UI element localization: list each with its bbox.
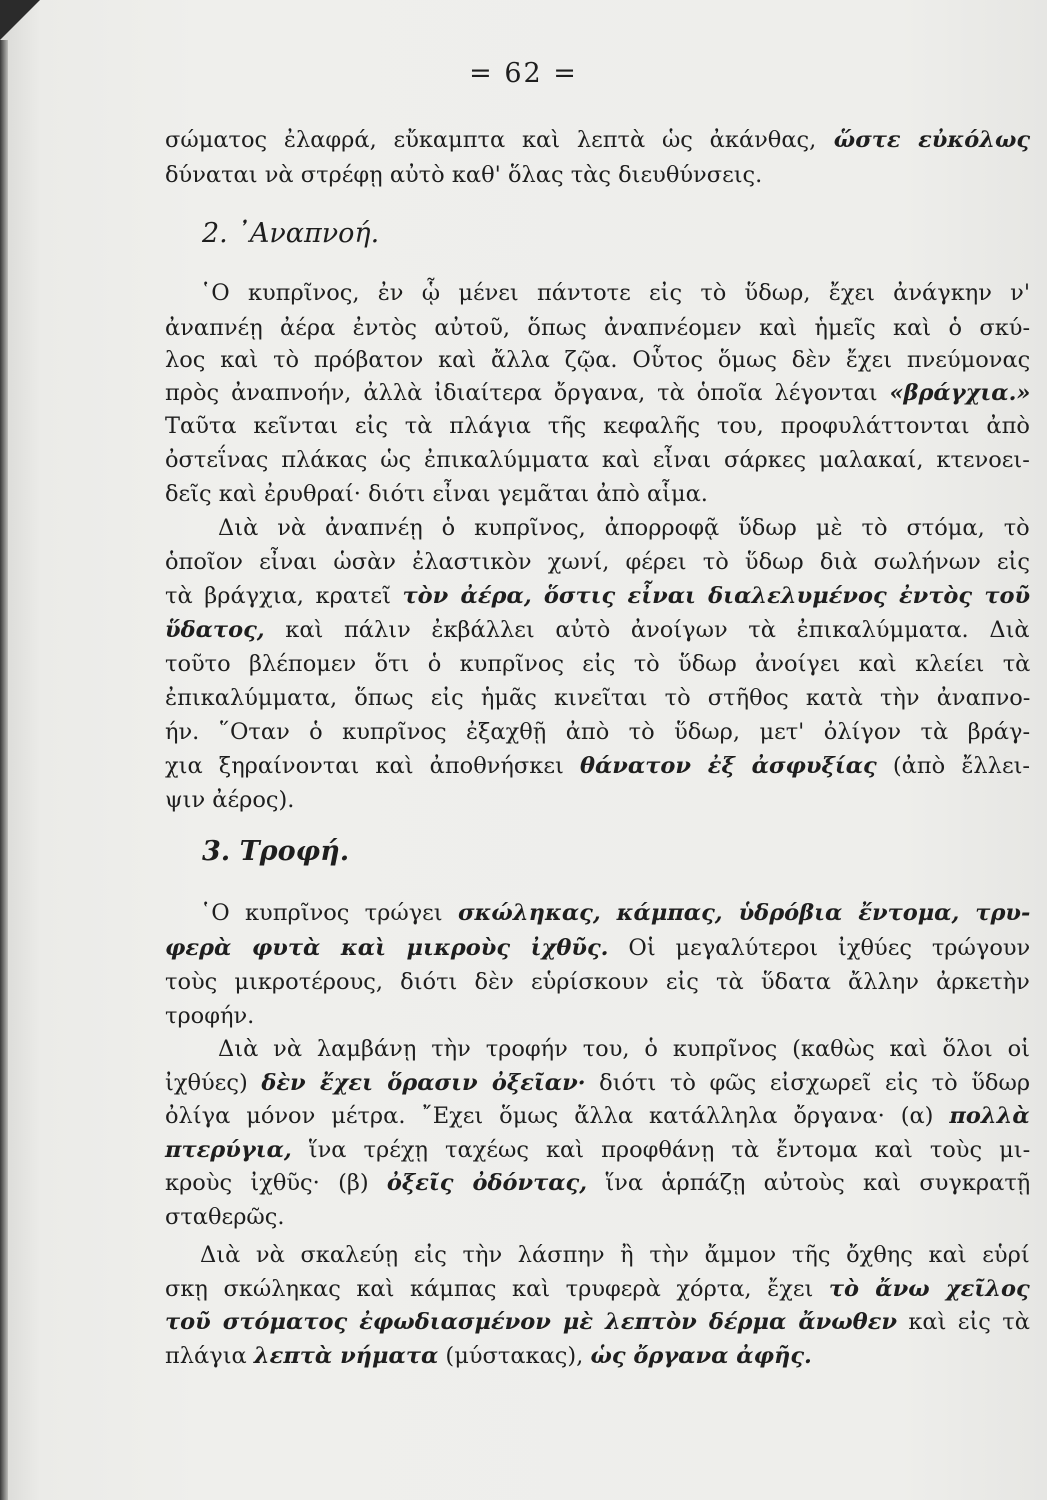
text-line	[165, 1307, 1030, 1337]
plain-text: ὁποῖον εἶναι ὡσὰν ἐλαστικὸν χωνί, φέρει τὸ ὕδωρ διὰ σωλήνων εἰς	[165, 549, 1030, 575]
plain-text: καὶ εἰς τὰ	[896, 1309, 1030, 1335]
text-line	[200, 1240, 1030, 1270]
plain-text: διότι τὸ φῶς εἰσχωρεῖ εἰς τὸ ὕδωρ	[585, 1070, 1031, 1096]
plain-text: Διὰ νὰ λαμβάνῃ τὴν τροφήν του, ὁ κυπρῖνος (καθὼς καὶ ὅλοι οἱ	[218, 1036, 1030, 1062]
text-line	[218, 1034, 1030, 1064]
text-line	[165, 967, 1030, 997]
emphasis-text: δὲν ἔχει ὅρασιν ὀξεῖαν·	[261, 1070, 586, 1096]
plain-text: δύναται νὰ στρέφῃ αὐτὸ καθ' ὅλας τὰς διευθύνσεις.	[165, 162, 763, 188]
plain-text: τοῦτο βλέπομεν ὅτι ὁ κυπρῖνος εἰς τὸ ὕδωρ ἀνοίγει καὶ κλείει τὰ	[165, 651, 1031, 677]
plain-text: (ἀπὸ ἔλλει-	[876, 753, 1031, 779]
text-line	[165, 411, 1030, 441]
text-line	[165, 615, 1030, 645]
text-line	[165, 933, 1030, 963]
plain-text: Ταῦτα κεῖνται εἰς τὰ πλάγια τῆς κεφαλῆς του, προφυλάττονται ἀπὸ	[165, 413, 1030, 439]
section-heading-food: 3. Τροφή.	[202, 836, 350, 867]
text-line	[200, 898, 1030, 928]
emphasis-text: ὕδατος,	[165, 617, 265, 643]
plain-text: πλάγια	[165, 1343, 254, 1369]
plain-text: ἐπικαλύμματα, ὅπως εἰς ἡμᾶς κινεῖται τὸ στῆθος κατὰ τὴν ἀναπνο-	[165, 685, 1031, 711]
emphasis-text: λεπτὰ νήματα	[253, 1343, 439, 1369]
emphasis-text: ὀξεῖς ὀδόντας,	[386, 1170, 588, 1196]
plain-text: ἵνα ἁρπάζῃ αὐτοὺς καὶ συγκρατῇ	[587, 1170, 1031, 1196]
plain-text: σταθερῶς.	[165, 1204, 285, 1230]
plain-text: τοὺς μικροτέρους, διότι δὲν εὑρίσκουν εἰς τὰ ὕδατα ἄλλην ἀρκετὴν	[165, 969, 1030, 995]
text-line	[165, 160, 762, 190]
text-line	[165, 1068, 1030, 1098]
plain-text: τὰ βράγχια, κρατεῖ	[165, 583, 403, 609]
plain-text: ῾Ο κυπρῖνος, ἐν ᾧ μένει πάντοτε εἰς τὸ ὕδωρ, ἔχει ἀνάγκην ν'	[200, 280, 1031, 306]
emphasis-text: πτερύγια,	[165, 1137, 292, 1163]
text-line	[165, 1341, 812, 1371]
plain-text: ῾Ο κυπρῖνος τρώγει	[200, 900, 458, 926]
plain-text: λος καὶ τὸ πρόβατον καὶ ἄλλα ζῷα. Οὗτος ὅμως δὲν ἔχει πνεύμονας	[165, 347, 1031, 373]
plain-text: ὀστεΐνας πλάκας ὡς ἐπικαλύμματα καὶ εἶναι σάρκες μαλακαί, κτενοει-	[165, 447, 1030, 473]
plain-text: Διὰ νὰ ἀναπνέῃ ὁ κυπρῖνος, ἀπορροφᾷ ὕδωρ μὲ τὸ στόμα, τὸ	[218, 515, 1030, 541]
plain-text: ἀναπνέῃ ἀέρα ἐντὸς αὐτοῦ, ὅπως ἀναπνέομεν καὶ ἡμεῖς καὶ ὁ σκύ-	[165, 315, 1031, 341]
text-line	[165, 1101, 1030, 1131]
text-line	[165, 785, 294, 815]
emphasis-text: θάνατον ἐξ ἀσφυξίας	[579, 753, 877, 779]
emphasis-text: τὸν ἀέρα, ὅστις εἶναι διαλελυμένος ἐντὸς τοῦ	[402, 583, 1031, 609]
text-line	[165, 1202, 285, 1232]
plain-text: σκῃ σκώληκας καὶ κάμπας καὶ τρυφερὰ χόρτα, ἔχει	[165, 1276, 829, 1302]
text-line	[165, 683, 1030, 713]
emphasis-text: τοῦ στόματος ἐφωδιασμένον μὲ λεπτὸν δέρμα ἄνωθεν	[165, 1309, 897, 1335]
text-line	[165, 345, 1030, 375]
text-line	[165, 479, 708, 509]
plain-text: ἰχθύες)	[165, 1070, 262, 1096]
plain-text: κροὺς ἰχθῦς· (β)	[165, 1170, 387, 1196]
emphasis-text: «βράγχια.»	[889, 380, 1031, 406]
plain-text: δεῖς καὶ ἐρυθραί· διότι εἶναι γεμᾶται ἀπὸ αἷμα.	[165, 481, 708, 507]
text-line	[165, 378, 1030, 408]
text-line	[200, 278, 1030, 308]
emphasis-text: φερὰ φυτὰ καὶ μικροὺς ἰχθῦς.	[165, 935, 609, 961]
plain-text: πρὸς ἀναπνοήν, ἀλλὰ ἰδιαίτερα ὄργανα, τὰ ὁποῖα λέγονται	[165, 380, 890, 406]
text-line	[165, 717, 1030, 747]
text-line	[165, 1001, 254, 1031]
emphasis-text: ὥστε εὐκόλως	[816, 127, 1031, 153]
text-line	[165, 547, 1030, 577]
text-line	[165, 649, 1030, 679]
plain-text: τροφήν.	[165, 1003, 255, 1029]
plain-text: καὶ πάλιν ἐκβάλλει αὐτὸ ἀνοίγων τὰ ἐπικαλύμματα. Διὰ	[264, 617, 1030, 643]
text-line	[165, 313, 1030, 343]
plain-text: ήν. ῞Οταν ὁ κυπρῖνος ἐξαχθῇ ἀπὸ τὸ ὕδωρ, μετ' ὀλίγον τὰ βράγ-	[165, 719, 1031, 745]
plain-text: Οἱ μεγαλύτεροι ἰχθύες τρώγουν	[608, 935, 1031, 961]
page-number: = 62 =	[469, 58, 578, 89]
emphasis-text: πολλὰ	[949, 1103, 1030, 1129]
section-heading-breathing: 2. ᾿Αναπνοή.	[202, 218, 380, 249]
plain-text: σώματος ἐλαφρά, εὔκαμπτα καὶ λεπτὰ ὡς ἀκάνθας,	[165, 127, 817, 153]
emphasis-text: ὡς ὄργανα ἀφῆς.	[590, 1343, 812, 1369]
text-line	[165, 581, 1030, 611]
text-line	[165, 1135, 1030, 1165]
plain-text: ἵνα τρέχῃ ταχέως καὶ προφθάνῃ τὰ ἔντομα καὶ τοὺς μι-	[291, 1137, 1031, 1163]
text-line	[165, 125, 1030, 155]
text-line	[218, 513, 1030, 543]
text-line	[165, 445, 1030, 475]
plain-text: ψιν ἀέρος).	[165, 787, 295, 813]
text-line	[165, 1168, 1030, 1198]
emphasis-text: τὸ ἄνω χεῖλος	[828, 1276, 1030, 1302]
text-line	[165, 1274, 1030, 1304]
plain-text: χια ξηραίνονται καὶ ἀποθνήσκει	[165, 753, 580, 779]
plain-text: ὀλίγα μόνον μέτρα. ῎Εχει ὅμως ἄλλα κατάλληλα ὄργανα· (α)	[165, 1103, 950, 1129]
emphasis-text: σκώληκας, κάμπας, ὑδρόβια ἔντομα, τρυ-	[457, 900, 1031, 926]
text-line	[165, 751, 1030, 781]
plain-text: Διὰ νὰ σκαλεύῃ εἰς τὴν λάσπην ἢ τὴν ἄμμον τῆς ὄχθης καὶ εὑρί	[200, 1242, 1030, 1268]
plain-text: (μύστακας),	[438, 1343, 591, 1369]
